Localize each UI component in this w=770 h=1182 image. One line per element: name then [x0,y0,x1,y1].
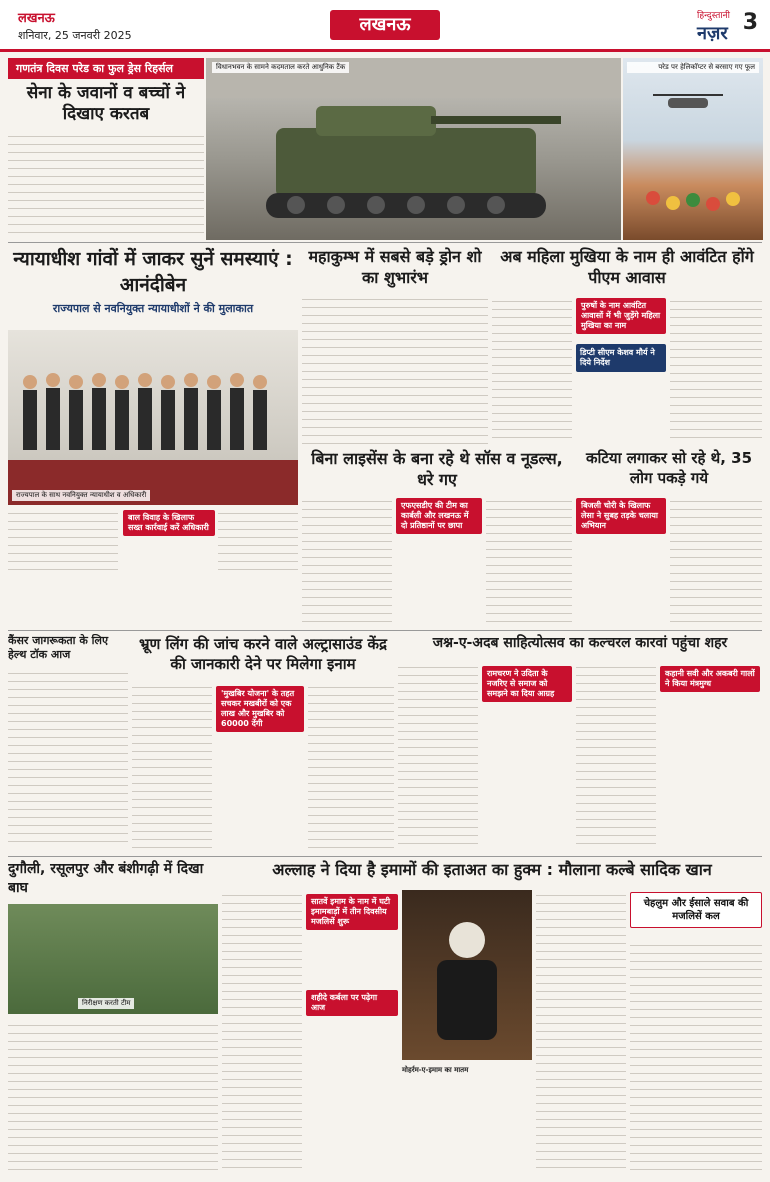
ultrasound-box: 'मुखबिर योजना' के तहत सचकर मखबीरों को एक लाख और मुखबिर को 60000 देंगी [216,686,304,732]
literature-headline: जश्न-ए-अदब साहित्योत्सव का कल्चरल कारवां पहुंचा शहर [432,635,728,651]
parade-headline: सेना के जवानों व बच्चों ने दिखाए करतब [26,83,186,124]
divider [8,630,762,631]
section-title: लखनऊ [330,10,440,40]
judges-body-text-2 [218,508,298,574]
imams-box-3: चेहलुम और ईसाले सवाब की मजलिसें कल [630,892,762,928]
masthead-city: लखनऊ [18,11,55,26]
imams-body-text [222,890,302,1172]
housing-story [492,246,762,446]
parade-band: गणतंत्र दिवस परेड का फुल ड्रेस रिहर्सल [8,58,204,79]
drone-headline: महाकुम्भ में सबसे बड़े ड्रोन शो का शुभारंभ [308,247,482,287]
divider [8,856,762,857]
housing-box-1: पुरुषों के नाम आवंटित आवासों में भी जुड़ेंगे महिला मुखिया का नाम [576,298,666,334]
judges-photo-caption: राज्यपाल के साथ नवनियुक्त न्यायाधीश व अधिकारी [12,490,150,501]
judges-box: बाल विवाह के खिलाफ सख्त कार्रवाई करें अधिकारी [123,510,215,536]
helicopter-photo [623,58,763,240]
ultrasound-body-text [132,682,212,850]
judges-body-text [8,508,118,574]
literature-box-2: कहानी सवी और अकबरी गालों ने किया मंत्रमुग्ध [660,666,760,692]
helicopter-icon [623,58,763,240]
cleric-icon [402,890,532,1060]
literature-body-text [398,662,478,850]
drone-story [302,246,488,446]
housing-headline: अब महिला मुखिया के नाम ही आवंटित होंगे पीएम आवास [500,247,754,287]
tank-caption: विधानभवन के सामने कदमताल करते आधुनिक टैंक [212,62,349,73]
tank-photo [206,58,621,240]
housing-body-text [492,296,572,444]
tiger-photo-caption: निरीक्षण करती टीम [78,998,134,1009]
housing-box-2: डिप्टी सीएम केशव मौर्य ने दिये निर्देश [576,344,666,372]
license-box: एफएसडीए की टीम का कार्बली और लखनऊ में दो प्रतिष्ठानों पर छापा [396,498,482,534]
divider [8,242,762,243]
imams-story [222,860,762,1176]
brand-small: हिन्दुस्तानी [697,11,730,21]
literature-body-text-2 [576,662,656,850]
license-story [302,448,572,628]
housing-body-text-2 [670,296,762,444]
judges-subheadline: राज्यपाल से नवनियुक्त न्यायाधीशों ने की मुलाकात [52,302,254,315]
wires-box: बिजली चोरी के खिलाफ लेसा ने सुबह तड़के चलाया अभियान [576,498,666,534]
cancer-headline: कैंसर जागरूकता के लिए हेल्थ टॉक आज [8,634,109,661]
tank-icon [206,58,621,240]
brand-name: नज़र [697,23,728,44]
imams-box-2: शहीदे कर्बला पर पढ़ेगा आज [306,990,398,1016]
masthead [0,0,770,52]
ultrasound-story [132,634,394,854]
masthead-date: शनिवार, 25 जनवरी 2025 [18,29,132,42]
parade-story [8,58,204,240]
imams-photo [402,890,532,1060]
wires-headline: कटिया लगाकर सो रहे थे, 35 लोग पकड़े गये [585,449,753,487]
judges-photo [8,330,298,505]
imams-body-text-3 [630,940,762,1172]
parade-body-text [8,131,204,240]
imams-headline: अल्लाह ने दिया है इमामों की इताअत का हुक्म : मौलाना कल्बे सादिक खान [272,860,712,879]
judges-story [8,246,298,576]
wires-body-text [670,496,762,624]
tiger-headline: दुगौली, रसूलपुर और बंशीगढ़ी में दिखा बाघ [8,861,204,896]
license-headline: बिना लाइसेंस के बना रहे थे सॉस व नूडल्स, धरे गए [311,449,563,489]
page-number: 3 [742,10,758,35]
ultrasound-body-text-2 [308,682,394,850]
tiger-photo [8,904,218,1014]
imams-body-text-2 [536,890,626,1172]
helicopter-caption: परेड पर हेलिकॉप्टर से बरसाए गए फूल [627,62,759,73]
tiger-story [8,860,218,1176]
license-body-text [302,496,392,624]
imams-box-1: सातवें इमाम के नाम में घटी इमामबाड़ों में तीन दिवसीय मजलिसें शुरू [306,894,398,930]
brand-logo [697,8,730,45]
license-body-text-2 [486,496,572,624]
literature-story [398,634,762,854]
drone-body-text [302,294,488,444]
wires-story [576,448,762,628]
literature-box-1: रामचरण ने उदिता के नजरिए से समाज को समझने का दिया आग्रह [482,666,572,702]
judges-headline: न्यायाधीश गांवों में जाकर सुनें समस्याएं : आनंदीबेन [13,248,293,296]
group-photo-icon [8,330,298,505]
ultrasound-headline: भ्रूण लिंग की जांच करने वाले अल्ट्रासाउंड केंद्र की जानकारी देने पर मिलेगा इनाम [139,635,387,673]
imams-sub: मोहर्रम-ए-इमाम का मातम [402,1066,469,1074]
cancer-body-text [8,668,128,848]
cancer-story [8,634,128,854]
tiger-body-text [8,1020,218,1170]
